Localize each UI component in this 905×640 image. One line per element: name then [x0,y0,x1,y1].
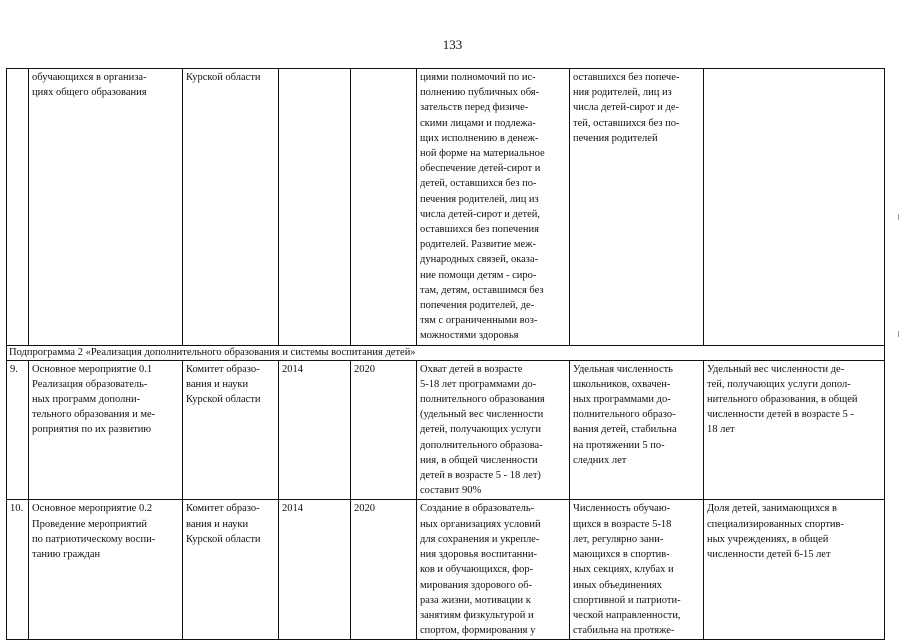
cell-text-line: Основное мероприятие 0.2 [32,503,153,515]
cell-text-line: ной форме на материальное [420,148,545,160]
cell-number: 10. [7,500,29,640]
cell-text-line: Курской области [186,394,261,406]
cell-text-line: для сохранения и укрепле- [420,533,540,545]
cell-text-line: Удельный вес численности де- [707,363,845,375]
cell-text-line: роприятия по их развитию [32,424,152,436]
cell-text-line: 18 лет [707,424,735,436]
cell-text-line: Комитет образо- [186,363,260,375]
cell-text-line: специализированных спортив- [707,518,845,530]
cell-text-line: полнению публичных обя- [420,87,540,99]
cell-text-line: циях общего образования [32,87,147,99]
cell-expected-result [417,360,570,500]
cell-text-line: 5-18 лет программами до- [420,378,537,390]
cell-text-line: ных программ дополни- [32,394,141,406]
cell-consequences [570,500,704,640]
cell-executor [183,360,279,500]
cell-text-line: раза жизни, мотивации к [420,594,531,606]
cell-text-line: дународных связей, оказа- [420,254,539,266]
cell-text-line: иных объединениях [573,579,663,591]
cell-text-line: спортом, формирования у [420,625,536,637]
cell-text-line: на протяжении 5 по- [573,439,665,451]
cell-text-line: мающихся в спортив- [573,549,670,561]
cell-text-line: следних лет [573,454,627,466]
table-row [7,500,885,640]
cell-text-line: детей, оставшихся без по- [420,178,537,190]
cell-text-line: детей в возрасте 5 - 18 лет) [420,470,541,482]
cell-text-line: лет, регулярно зани- [573,533,664,545]
cell-text-line: циями полномочий по ис- [420,72,536,83]
cell-text-line: тям с ограниченными воз- [420,315,538,327]
cell-text-line: оставшихся без попечения [420,224,539,236]
cell-executor [183,500,279,640]
cell-text-line: ние помощи детям - сиро- [420,269,537,281]
cell-end-year: 2020 [351,360,417,500]
cell-text-line: Курской области [186,533,261,545]
cell-start-year: 2014 [279,500,351,640]
cell-text-line: родителей. Развитие меж- [420,239,536,251]
cell-text-line: числа детей-сирот и детей, [420,208,541,220]
cell-text-line: щихся в возрасте 5-18 [573,518,672,530]
cell-text-line: попечения родителей, де- [420,300,535,312]
cell-number: 9. [7,360,29,500]
cell-text-line: нительного образования, в общей [707,394,858,406]
cell-text-line: мирования здорового об- [420,579,533,591]
cell-text-line: тельного образования и ме- [32,409,156,421]
cell-text-line: полнительного образования [420,394,545,406]
cell-text-line: вания и науки [186,518,249,530]
cell-text-line: ческой направленности, [573,609,681,621]
cell-expected-result [417,69,570,346]
cell-executor [183,69,279,346]
cell-start-year: 2014 [279,360,351,500]
cell-text-line: обучающихся в организа- [32,72,147,83]
cell-text-line: Проведение мероприятий [32,518,147,530]
cell-text-line: оставшихся без попече- [573,72,680,83]
subprogram-heading-row [7,345,885,360]
cell-text-line: вания детей, стабильна [573,424,677,436]
cell-text-line: тей, получающих услуги допол- [707,378,851,390]
table-row [7,360,885,500]
cell-text-line: печения родителей [573,132,658,144]
cell-indicator [704,360,885,500]
cell-text-line: Реализация образователь- [32,378,148,390]
cell-text-line: ных программами до- [573,394,671,406]
cell-text-line: Курской области [186,72,261,83]
cell-text-line: Удельная численность [573,363,673,375]
cell-text-line: ния, в общей численности [420,454,538,466]
measures-table [6,68,885,640]
cell-end-year: 2020 [351,500,417,640]
table-row-continuation [7,69,885,346]
cell-text-line: ных секциях, клубах и [573,564,674,576]
cell-text-line: спортивной и патриоти- [573,594,681,606]
subprogram-title: Подпрограмма 2 «Реализация дополнительного образования и системы воспитания детей» [7,345,885,360]
cell-text-line: ков и обучающихся, фор- [420,564,534,576]
cell-start-year [279,69,351,346]
cell-text-line: Создание в образователь- [420,503,535,515]
scan-mark [898,331,899,337]
cell-text-line: школьников, охвачен- [573,378,671,390]
cell-indicator [704,69,885,346]
cell-end-year [351,69,417,346]
cell-text-line: вания и науки [186,378,249,390]
cell-text-line: там, детям, оставшимся без [420,284,544,296]
cell-measure-name [29,69,183,346]
page-number: 133 [442,37,463,52]
cell-measure-name [29,360,183,500]
cell-text-line: стабильна на протяже- [573,625,675,637]
cell-text-line: числа детей-сирот и де- [573,102,680,114]
cell-indicator [704,500,885,640]
cell-text-line: скими лицами и подлежа- [420,117,536,129]
cell-text-line: Численность обучаю- [573,503,671,515]
cell-text-line: ных организациях условий [420,518,541,530]
cell-text-line: детей, получающих услуги [420,424,542,436]
cell-text-line: Комитет образо- [186,503,260,515]
cell-measure-name [29,500,183,640]
cell-text-line: полнительного образо- [573,409,676,421]
cell-text-line: ния здоровья воспитанни- [420,549,537,561]
cell-text-line: по патриотическому воспи- [32,533,156,545]
cell-text-line: составит 90% [420,485,482,497]
cell-text-line: численности детей в возрасте 5 - [707,409,854,421]
cell-text-line: Охват детей в возрасте [420,363,523,375]
cell-text-line: печения родителей, лиц из [420,193,539,205]
cell-expected-result [417,500,570,640]
cell-text-line: ния родителей, лиц из [573,87,672,99]
cell-text-line: численности детей 6-15 лет [707,549,831,561]
cell-text-line: Доля детей, занимающихся в [707,503,837,515]
cell-text-line: Основное мероприятие 0.1 [32,363,153,375]
cell-text-line: танию граждан [32,549,101,561]
cell-text-line: тей, оставшихся без по- [573,117,680,129]
cell-text-line: дополнительного образова- [420,439,543,451]
cell-number [7,69,29,346]
cell-text-line: занятиям физкультурой и [420,609,534,621]
cell-text-line: щих исполнению в денеж- [420,132,539,144]
cell-text-line: зательств перед физиче- [420,102,529,114]
cell-text-line: обеспечение детей-сирот и [420,163,541,175]
scan-mark [898,214,899,220]
cell-text-line: можностями здоровья [420,330,519,342]
cell-text-line: (удельный вес численности [420,409,544,421]
cell-consequences [570,360,704,500]
cell-text-line: ных учреждениях, в общей [707,533,829,545]
cell-consequences [570,69,704,346]
